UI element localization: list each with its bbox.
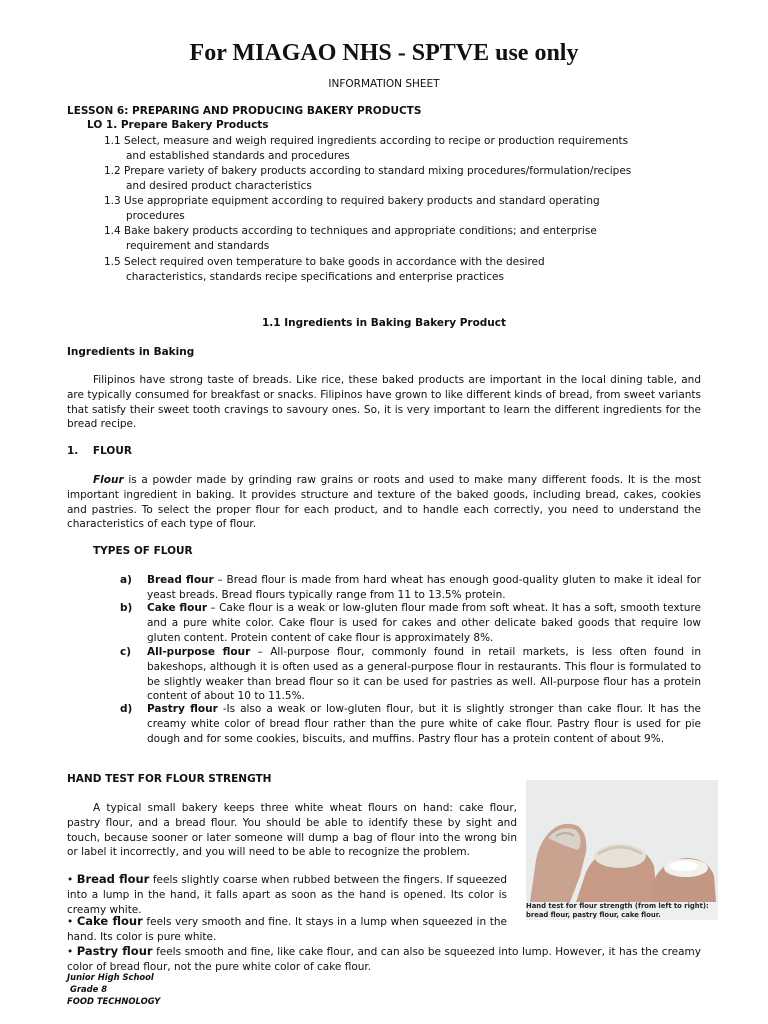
flour-type-label: b) (120, 602, 133, 614)
flour-definition-text: is a powder made by grinding raw grains or roots and used to make many different foods. It is the most important ingredient in baking. It provides structure and texture of the baked goods, including bread, cakes, cookies and pastries. To select the proper flour for each product, and to handle each correctly, you need to understand the characteristics of each type of flour. (67, 474, 701, 531)
footer-subject: FOOD TECHNOLOGY (67, 996, 161, 1006)
lo-item-number: 1.5 (104, 256, 121, 268)
lo-item-text: Bake bakery products according to techniques and appropriate conditions; and enterprise (124, 225, 597, 237)
photo-caption: Hand test for flour strength (from left to right): bread flour, pastry flour, cake flour. (526, 902, 709, 919)
flour-type-item (120, 573, 701, 603)
flour-type-name: All-purpose flour (147, 646, 251, 658)
bullet-text: feels slightly coarse when rubbed between the fingers. If squeezed into a lump in the hand, it falls apart as soon as the hand is opened. Its color is creamy white. (67, 874, 508, 916)
flour-term: Flour (93, 474, 124, 486)
hand-test-heading: HAND TEST FOR FLOUR STRENGTH (67, 773, 272, 785)
flour-type-name: Pastry flour (147, 703, 218, 715)
lo-item-text-cont: procedures (126, 209, 185, 222)
lo-item (104, 255, 684, 285)
information-sheet-label: INFORMATION SHEET (328, 78, 440, 90)
hand-test-photo (526, 780, 718, 920)
hand-test-bullet: • Bread flour feels slightly coarse when rubbed between the fingers. If squeezed into a lump in the hand, it falls apart as soon as the hand is opened. Its color is creamy white. (67, 872, 508, 916)
lo-item (104, 194, 684, 224)
flour-heading: 1. FLOUR (67, 445, 132, 457)
types-heading: TYPES OF FLOUR (93, 545, 193, 557)
hand-test-bullet: • Pastry flour feels smooth and fine, like cake flour, and can also be squeezed into lump. However, it has the creamy color of bread flour, not the pure white color of cake flour. (67, 944, 702, 973)
hand-test-intro: A typical small bakery keeps three white wheat flours on hand: cake flour, pastry flour, and a bread flour. You should be able to identify these by sight and touch, because sooner or later someone will dump a bag of flour into the wrong bin or label it incorrectly, and you will need to be able to recognize the problem. (67, 802, 517, 859)
bullet-name: Pastry flour (76, 944, 153, 958)
flour-type-label: a) (120, 574, 132, 586)
intro-paragraph: Filipinos have strong taste of breads. Like rice, these baked products are important in the local dining table, and are typically consumed for breakfast or snacks. Filipinos have grown to like different kinds of bread, from sweet variants that satisfy their sweet tooth cravings to savoury ones. So, it is very important to learn the different ingredients for the bread recipe. (67, 374, 701, 431)
lo-item-number: 1.1 (104, 135, 121, 147)
flour-type-item (120, 601, 702, 645)
lo-item-number: 1.4 (104, 225, 121, 237)
flour-type-item (120, 702, 701, 746)
flour-type-text: -Is also a weak or low-gluten flour, but it is slightly stronger than cake flour. It has the creamy white color of bread flour rather than the pure white of cake flour. Pastry flour is used for pie dough and for some cookies, biscuits, and muffins. Pastry flour has a protein content of about 9%. (147, 703, 701, 745)
footer-grade: Grade 8 (70, 984, 108, 994)
flour-type-name: Bread flour (147, 574, 214, 586)
flour-type-name: Cake flour (147, 602, 207, 614)
flour-type-text: – Bread flour is made from hard wheat has enough good-quality gluten to make it ideal for yeast breads. Bread flours typically range from 11 to 13.5% protein. (147, 574, 701, 601)
lo-item (104, 224, 684, 254)
lo-item-text: Prepare variety of bakery products according to standard mixing procedures/formulation/recipes (124, 165, 632, 177)
flour-type-item (120, 645, 701, 704)
lo-item-number: 1.3 (104, 195, 121, 207)
flour-definition (67, 473, 701, 532)
footer-school: Junior High School (67, 972, 154, 982)
flour-type-text: – Cake flour is a weak or low-gluten flour made from soft wheat. It has a soft, smooth texture and a pure white color. Cake flour is used for cakes and other delicate baked goods that require low gluten content. Protein content of cake flour is approximately 8%. (147, 602, 702, 644)
lo-item-text-cont: requirement and standards (126, 239, 270, 252)
hand-test-bullet: • Cake flour feels very smooth and fine. It stays in a lump when squeezed in the hand. Its color is pure white. (67, 914, 507, 943)
lesson-title: LESSON 6: PREPARING AND PRODUCING BAKERY PRODUCTS (67, 105, 422, 117)
lo-item-text: Use appropriate equipment according to required bakery products and standard operating (124, 195, 600, 207)
bullet-text: feels smooth and fine, like cake flour, and can also be squeezed into lump. However, it has the creamy color of bread flour, not the pure white color of cake flour. (67, 946, 702, 973)
learning-outcome: LO 1. Prepare Bakery Products (87, 119, 269, 131)
hands-illustration (526, 780, 718, 902)
bullet-name: Bread flour (76, 872, 150, 886)
lo-item-text-cont: and established standards and procedures (126, 149, 350, 162)
section-heading: 1.1 Ingredients in Baking Bakery Product (261, 317, 507, 329)
lo-item (104, 164, 684, 194)
lo-item-text: Select, measure and weigh required ingredients according to recipe or production requirements (124, 135, 629, 147)
bullet-text: feels very smooth and fine. It stays in a lump when squeezed in the hand. Its color is pure white. (67, 916, 507, 943)
page-title: For MIAGAO NHS - SPTVE use only (189, 40, 579, 66)
lo-item-text-cont: and desired product characteristics (126, 179, 312, 192)
section-subheading: Ingredients in Baking (67, 346, 195, 358)
flour-type-label: c) (120, 646, 132, 658)
flour-type-text: – All-purpose flour, commonly found in retail markets, is less often found in bakeshops, although it is often used as a general-purpose flour in restaurants. This flour is formulated to be slightly weaker than bread flour so it can be used for pastries as well. All-purpose flour has a protein content of about 10 to 11.5%. (147, 646, 701, 703)
lo-item (104, 134, 684, 164)
lo-item-text-cont: characteristics, standards recipe specifications and enterprise practices (126, 270, 504, 283)
flour-type-label: d) (120, 703, 133, 715)
lo-item-text: Select required oven temperature to bake goods in accordance with the desired (124, 256, 545, 268)
bullet-name: Cake flour (76, 914, 143, 928)
lo-item-number: 1.2 (104, 165, 121, 177)
